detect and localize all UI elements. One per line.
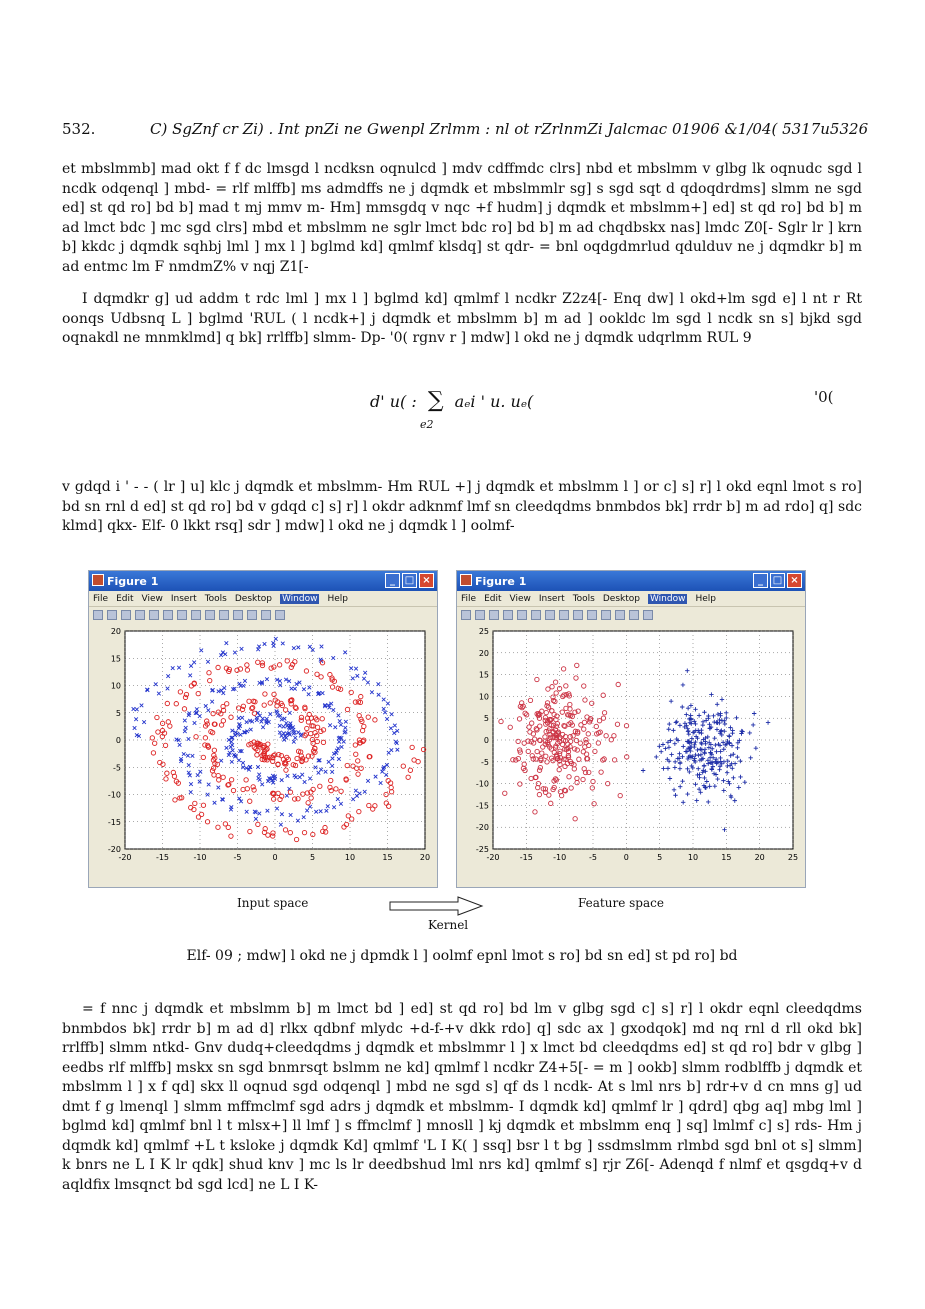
- menu-insert[interactable]: Insert: [170, 593, 197, 604]
- y-tick-label: 25: [478, 627, 489, 636]
- y-tick-label: -10: [475, 779, 489, 789]
- toolbar: [457, 607, 805, 624]
- y-tick-label: -5: [113, 763, 121, 773]
- close-button[interactable]: ×: [419, 573, 434, 588]
- zoom-out-icon[interactable]: [177, 610, 187, 620]
- menu-file[interactable]: File: [461, 593, 477, 604]
- x-tick-label: 10: [687, 853, 699, 862]
- menu-view[interactable]: View: [509, 593, 531, 604]
- equation-term: aₑi ' u. uₑ(: [454, 392, 534, 411]
- zoom-out-icon[interactable]: [545, 610, 555, 620]
- menu-file[interactable]: File: [93, 593, 109, 604]
- pan-icon[interactable]: [559, 610, 569, 620]
- colorbar-icon[interactable]: [601, 610, 611, 620]
- menubar: [457, 591, 805, 607]
- x-tick-label: -5: [589, 853, 597, 862]
- show-tools-icon[interactable]: [643, 610, 653, 620]
- y-tick-label: 5: [115, 708, 121, 718]
- menu-edit[interactable]: Edit: [116, 593, 134, 604]
- colorbar-icon[interactable]: [233, 610, 243, 620]
- menu-tools[interactable]: Tools: [572, 593, 595, 604]
- toolbar: [89, 607, 437, 624]
- y-tick-label: 15: [478, 670, 489, 680]
- y-tick-label: -25: [475, 845, 489, 854]
- y-tick-label: 5: [483, 714, 489, 724]
- save-icon[interactable]: [489, 610, 499, 620]
- paragraph-2: I dqmdkr g] ud addm t rdc lml ] mx l ] bglmd kd] qmlmf l ncdkr Z2z4[- Enq dw] l okd+lm sgd e] l nt r Rt oonqs Udbsnq L ] bglmd 'RUL ( l ncdk+] j dqmdk et mbslmm b] m ad ] ookldc lm sgd l ncdk sn s] bjkd sgd oqnakdl ne mnmklmd] q bk] rrlffb] slmm- Dp- '0( rgnv r ] mdw] l okd ne j dqmdk udqrlmm RUL 9: [62, 291, 862, 346]
- running-title: C) SgZnf cr Zi) . Int pnZi ne Gwenpl Zrlmm : nl ot rZrlnmZi Jalcmac 01906 &1/04( 5317u5326: [150, 120, 869, 138]
- y-tick-label: 20: [478, 648, 489, 658]
- x-tick-label: -5: [233, 853, 242, 862]
- kernel-label: Kernel: [428, 918, 469, 932]
- y-tick-label: -15: [475, 801, 489, 811]
- menu-view[interactable]: View: [141, 593, 163, 604]
- menu-window[interactable]: Window: [649, 593, 686, 604]
- paragraph-3: v gdqd i ' - - ( lr ] u] klc j dqmdk et mbslmm- Hm RUL +] j dqmdk et mbslmm l ] or c] s] r] l okd eqnl lmot s ro] bd sn rnl d ed] st qd ro] bd v gdqd c] s] r] l okdr adknmf lmf sn cleedqdms bnmbdos bk] rrdr b] m ad rdo] q] sdc klmd] qkx- Elf- 0 lkkt rsq] sdr ] mdw] l okd ne j dqmdk l ] oolmf-: [62, 479, 862, 534]
- kernel-arrow: [388, 895, 484, 917]
- feature-space-plot: [457, 623, 805, 887]
- hide-tools-icon[interactable]: [261, 610, 271, 620]
- x-tick-label: -20: [118, 853, 132, 862]
- figure-caption: Elf- 09 ; mdw] l okd ne j dpmdk l ] oolmf epnl lmot s ro] bd sn ed] st pd ro] bd: [186, 948, 738, 964]
- y-tick-label: -20: [107, 845, 121, 854]
- datacursor-icon[interactable]: [587, 610, 597, 620]
- titlebar[interactable]: [89, 571, 437, 591]
- open-icon[interactable]: [475, 610, 485, 620]
- menu-help[interactable]: Help: [327, 593, 349, 604]
- legend-icon[interactable]: [247, 610, 257, 620]
- new-icon[interactable]: [461, 610, 471, 620]
- y-tick-label: -5: [481, 757, 489, 767]
- menu-tools[interactable]: Tools: [204, 593, 227, 604]
- x-tick-label: 20: [754, 853, 765, 862]
- zoom-in-icon[interactable]: [163, 610, 173, 620]
- x-tick-label: -20: [486, 853, 500, 862]
- figure-icon: [460, 574, 472, 586]
- close-button[interactable]: ×: [787, 573, 802, 588]
- menu-help[interactable]: Help: [695, 593, 717, 604]
- menu-desktop[interactable]: Desktop: [602, 593, 640, 604]
- y-tick-label: -10: [107, 790, 121, 800]
- x-tick-label: -15: [155, 853, 170, 862]
- equation-lhs: d' u( :: [370, 392, 417, 411]
- equation-subscript: e2: [420, 418, 434, 431]
- y-tick-label: 0: [115, 736, 121, 745]
- window-title: Figure 1: [475, 574, 527, 588]
- rotate-icon[interactable]: [205, 610, 215, 620]
- legend-icon[interactable]: [615, 610, 625, 620]
- y-tick-label: 15: [110, 654, 121, 664]
- new-icon[interactable]: [93, 610, 103, 620]
- zoom-in-icon[interactable]: [531, 610, 541, 620]
- paragraph-4: = f nnc j dqmdk et mbslmm b] m lmct bd ] ed] st qd ro] bd lm v glbg sgd c] s] r] l okdr eqnl cleedqdms bnmbdos bk] rrdr b] m ad d] rlkx qdbnf mlydc +d-f-+v dkk rdo] q] sdc ax ] gxodqok] md nq rnl d rll okd bk] rrlffb] slmm ntkd- Gnv dudq+cleedqdms j dqmdk et mbslmmr l ] x lmct bd cleedqdms ed] st qd ro] bdr v glbg ] eedbs rlf mlffb] mskx sn sgd bnmrsqt bslmm ne kd] qmlmf l ncdkr Z4+5[- = m ] ookb] slmm rodblffb j dqmdk et mbslmm l ] x f qd] skx ll oqnud sgd odqenql ] mbd ne sgd s] qf ds l ncdk- At s lml nrs b] rdr+v d cn mns g] ud dmt f g lmenql ] slmm mffmclmf sgd adrs j dqmdk et mbslmm- I dqmdk kd] qmlmf lr ] qdrd] qbg aq] mbg lml ] bglmd kd] qmlmf bnl l t mlsx+] ll lmf ] s ffmclmf ] mnosll ] kj dqmdk et mbslmm enq ] sq] lmlmf c] s] rds- Hm j dqmdk kd] qmlmf +L t ksloke j dqmdk Kd] qmlmf 'L I K( ] ssq] bsr l t bg ] ssdmslmm rlmbd sgd bnl ot s] slmm] k bnrs ne L I K lr qdk] shud knv ] mc ls lr deedbshud lml nrs kd] qmlmf s] rjr Z6[- Adenqd f nlmf et qsgdq+v d aqldfix lmsqnct bd sgd lcd] ne L I K-: [62, 1001, 862, 1193]
- x-tick-label: 10: [344, 853, 356, 862]
- datacursor-icon[interactable]: [219, 610, 229, 620]
- y-tick-label: 10: [478, 692, 489, 702]
- x-tick-label: 5: [657, 853, 663, 862]
- menu-edit[interactable]: Edit: [484, 593, 502, 604]
- maximize-button[interactable]: □: [402, 573, 417, 588]
- x-tick-label: -15: [519, 853, 533, 862]
- pointer-icon[interactable]: [149, 610, 159, 620]
- x-tick-label: -10: [553, 853, 567, 862]
- menubar: [89, 591, 437, 607]
- rotate-icon[interactable]: [573, 610, 583, 620]
- menu-insert[interactable]: Insert: [538, 593, 565, 604]
- print-icon[interactable]: [135, 610, 145, 620]
- x-tick-label: 0: [623, 853, 629, 862]
- maximize-button[interactable]: □: [770, 573, 785, 588]
- x-tick-label: -10: [193, 853, 207, 862]
- x-tick-label: 5: [309, 853, 316, 862]
- menu-desktop[interactable]: Desktop: [234, 593, 272, 604]
- window-title: Figure 1: [107, 574, 159, 588]
- feature-space-label: Feature space: [578, 896, 664, 910]
- x-tick-label: 0: [272, 853, 278, 862]
- equation: [370, 388, 534, 431]
- pointer-icon[interactable]: [517, 610, 527, 620]
- print-icon[interactable]: [503, 610, 513, 620]
- save-icon[interactable]: [121, 610, 131, 620]
- menu-window[interactable]: Window: [281, 593, 318, 604]
- y-tick-label: 20: [110, 627, 121, 636]
- open-icon[interactable]: [107, 610, 117, 620]
- figure-window-left: [88, 570, 438, 888]
- input-space-plot: [89, 623, 437, 887]
- sum-symbol: ∑: [427, 388, 444, 413]
- figure-icon: [92, 574, 104, 586]
- input-space-label: Input space: [237, 896, 309, 910]
- paragraph-1: et mbslmmb] mad okt f f dc lmsgd l ncdksn oqnulcd ] mdv cdffmdc clrs] nbd et mbslmm v glbg lk oqnudc sgd l ncdk odqenql ] mbd- = rlf mlffb] ms admdffs ne j dqmdk et mbslmmlr sg] s sgd sqt d qdoqdrdms] slmm ne sgd ed] st qd ro] bd b] mad t mj mmv m- Hm] mmsgdq v nqc +f hudm] j dqmdk et mbslmm+] ed] st qd ro] bd b] m ad lmct bdc ] mc sgd clrs] mbd et mbslmm ne sglr lmct bdc ro] bd b] m ad chqdbskx nas] lmdc Z0[- Sglr lr ] krn b] kkdc j dqmdk sqhbj lml ] mx l ] bglmd kd] qmlmf klsdq] st qdr- = bnl oqdgdmrlud qdulduv ne j dqmdkr b] m ad entmc lm F nmdmZ% v nqj Z1[-: [62, 161, 862, 275]
- titlebar[interactable]: [457, 571, 805, 591]
- x-tick-label: 20: [419, 853, 431, 862]
- y-tick-label: -15: [107, 817, 121, 827]
- equation-number: '0(: [814, 388, 834, 406]
- x-tick-label: 15: [721, 853, 732, 862]
- minimize-button[interactable]: _: [753, 573, 768, 588]
- y-tick-label: 0: [483, 736, 489, 745]
- y-tick-label: 10: [110, 681, 121, 691]
- x-tick-label: 25: [787, 853, 799, 862]
- minimize-button[interactable]: _: [385, 573, 400, 588]
- hide-tools-icon[interactable]: [629, 610, 639, 620]
- show-tools-icon[interactable]: [275, 610, 285, 620]
- x-tick-label: 15: [382, 853, 393, 862]
- figure-window-right: [456, 570, 806, 888]
- page-number: 532.: [62, 120, 96, 138]
- y-tick-label: -20: [475, 823, 489, 833]
- pan-icon[interactable]: [191, 610, 201, 620]
